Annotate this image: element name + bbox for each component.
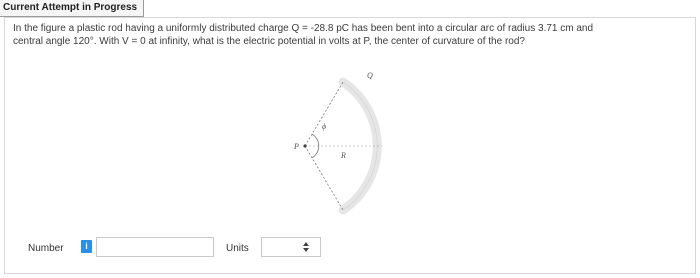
info-icon[interactable]: i	[81, 240, 92, 253]
radius-line-upper	[305, 82, 343, 146]
label-p: P	[294, 142, 299, 151]
label-r: R	[341, 151, 346, 160]
radius-line-lower	[305, 146, 343, 210]
number-label: Number	[28, 243, 64, 254]
number-input[interactable]	[96, 237, 214, 257]
units-label: Units	[226, 243, 249, 254]
attempt-status-label: Current Attempt in Progress	[0, 0, 144, 17]
label-q: Q	[367, 71, 373, 80]
label-phi: ϕ	[322, 122, 327, 131]
answer-row	[5, 236, 697, 262]
question-text-line-1: In the figure a plastic rod having a uniformly distributed charge Q = -28.8 pC has been bent into a circular arc of radius 3.71 cm and	[13, 23, 594, 34]
center-point-p	[303, 144, 306, 147]
question-panel	[4, 17, 696, 274]
updown-arrows-icon	[303, 242, 309, 252]
question-text-line-2: central angle 120°. With V = 0 at infinity, what is the electric potential in volts at P, the center of curvature of the rod?	[13, 36, 525, 47]
charged-rod-arc	[343, 82, 377, 210]
units-select[interactable]	[261, 237, 321, 257]
